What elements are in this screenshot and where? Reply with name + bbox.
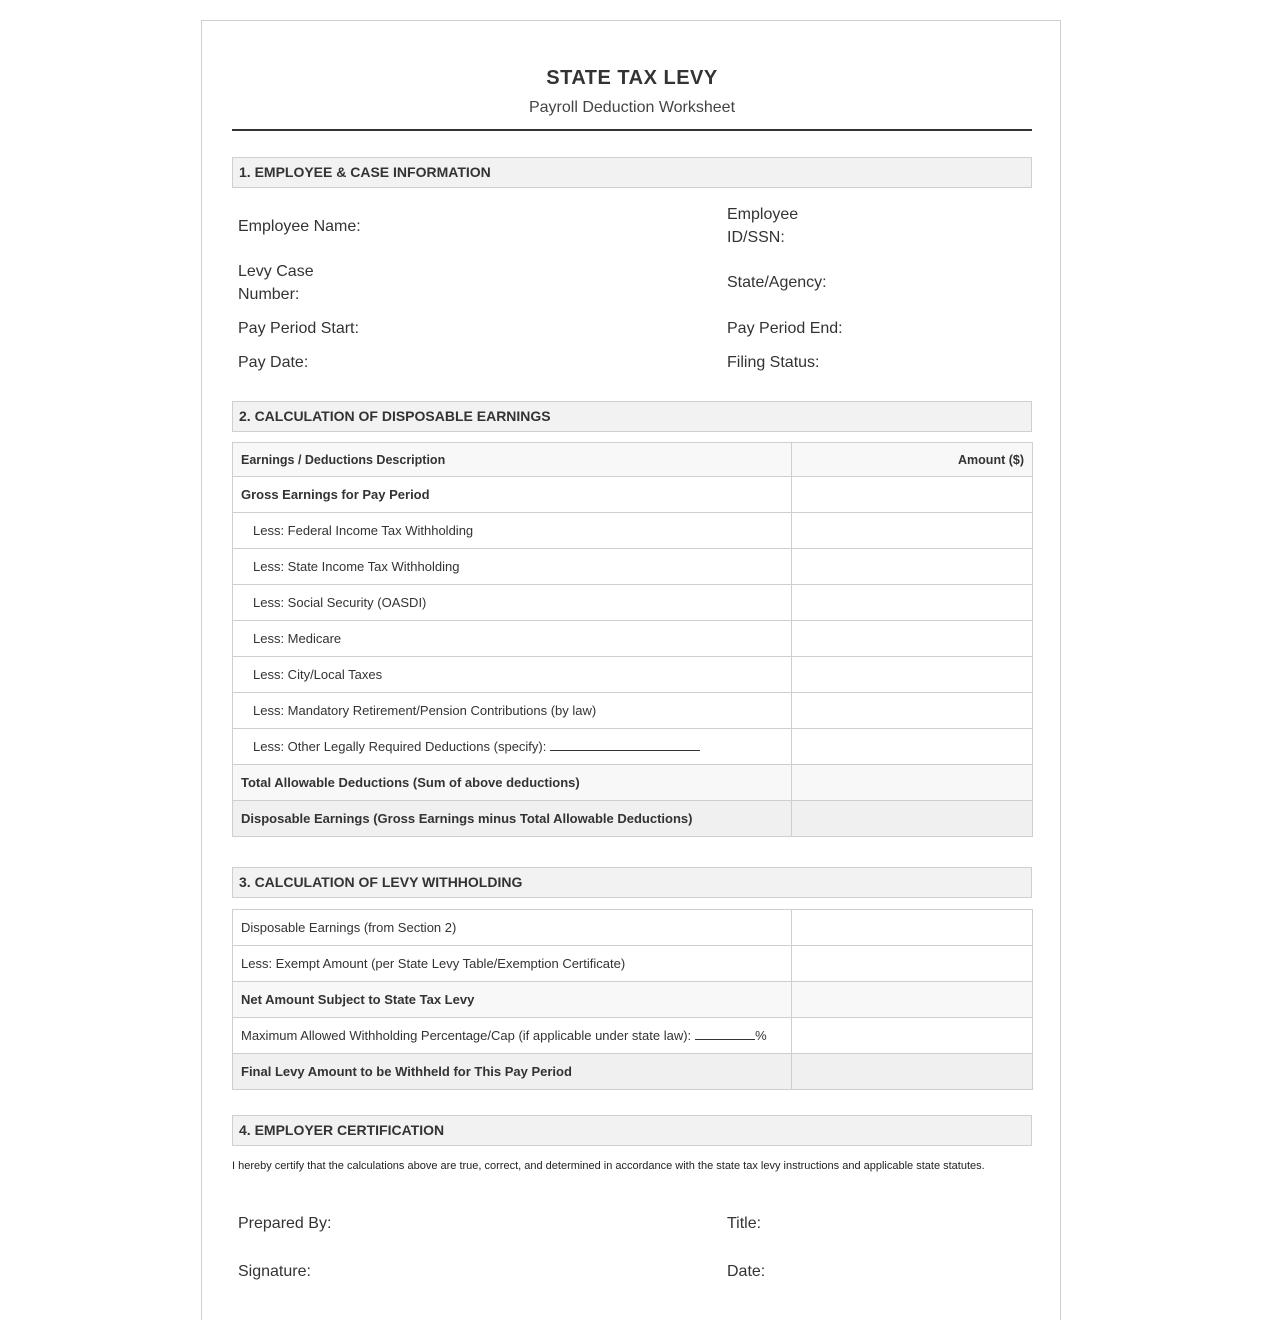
- document-subtitle: Payroll Deduction Worksheet: [528, 99, 736, 116]
- prepared-by-label: Prepared By:: [238, 1215, 332, 1232]
- amount-cell-disposable-from-section-2[interactable]: [792, 910, 1033, 946]
- section-4-heading: 4. EMPLOYER CERTIFICATION: [232, 1115, 1032, 1146]
- row-label-other-deductions: Less: Other Legally Required Deductions (specify):: [253, 739, 547, 754]
- employee-id-label: Employee ID/SSN:: [727, 206, 799, 246]
- table-row: [233, 621, 1033, 657]
- row-label-gross-earnings: Gross Earnings for Pay Period: [233, 477, 792, 513]
- table-row: [233, 946, 1033, 982]
- amount-cell-local-taxes[interactable]: [792, 657, 1033, 693]
- amount-cell-net-amount[interactable]: [792, 982, 1033, 1018]
- row-max-percentage: [233, 1018, 792, 1054]
- row-label-max-percentage: Maximum Allowed Withholding Percentage/Cap (if applicable under state law):: [241, 1028, 692, 1043]
- row-label-retirement: Less: Mandatory Retirement/Pension Contributions (by law): [233, 693, 792, 729]
- table-row: [233, 693, 1033, 729]
- date-label: Date:: [727, 1263, 766, 1280]
- amount-cell-total-deductions[interactable]: [792, 765, 1033, 801]
- table-row: [233, 513, 1033, 549]
- worksheet-page: [201, 20, 1061, 1320]
- amount-cell-social-security[interactable]: [792, 585, 1033, 621]
- amount-cell-retirement[interactable]: [792, 693, 1033, 729]
- table-row: [233, 801, 1033, 837]
- pay-period-start-label: Pay Period Start:: [238, 320, 359, 337]
- state-agency-label: State/Agency:: [727, 274, 827, 291]
- table-row: [233, 729, 1033, 765]
- table-row: [233, 982, 1033, 1018]
- row-label-net-amount: Net Amount Subject to State Tax Levy: [233, 982, 792, 1018]
- row-label-medicare: Less: Medicare: [233, 621, 792, 657]
- document-title: STATE TAX LEVY: [546, 67, 718, 89]
- row-label-final-levy: Final Levy Amount to be Withheld for This Pay Period: [233, 1054, 792, 1090]
- section-3-heading: 3. CALCULATION OF LEVY WITHHOLDING: [232, 867, 1032, 898]
- amount-cell-other-deductions[interactable]: [792, 729, 1033, 765]
- amount-cell-final-levy[interactable]: [792, 1054, 1033, 1090]
- employee-name-label: Employee Name:: [238, 218, 361, 235]
- amount-cell-gross-earnings[interactable]: [792, 477, 1033, 513]
- amount-cell-max-percentage[interactable]: [792, 1018, 1033, 1054]
- percentage-blank-line[interactable]: [695, 1028, 755, 1040]
- levy-case-number-label: Levy Case Number:: [238, 263, 314, 303]
- table-row: [233, 1018, 1033, 1054]
- amount-cell-medicare[interactable]: [792, 621, 1033, 657]
- table-row: [233, 585, 1033, 621]
- certification-statement: I hereby certify that the calculations above are true, correct, and determined in accordance with the state tax levy instructions and applicable state statutes.: [232, 1160, 985, 1172]
- title-divider: [232, 129, 1032, 131]
- section-2-heading: 2. CALCULATION OF DISPOSABLE EARNINGS: [232, 401, 1032, 432]
- filing-status-label: Filing Status:: [727, 354, 820, 371]
- column-header-description: Earnings / Deductions Description: [233, 443, 792, 477]
- row-other-deductions: [233, 729, 792, 765]
- pay-date-label: Pay Date:: [238, 354, 309, 371]
- row-label-exempt-amount: Less: Exempt Amount (per State Levy Table/Exemption Certificate): [233, 946, 792, 982]
- row-label-social-security: Less: Social Security (OASDI): [233, 585, 792, 621]
- row-label-disposable-earnings: Disposable Earnings (Gross Earnings minus Total Allowable Deductions): [233, 801, 792, 837]
- section-1-heading: 1. EMPLOYEE & CASE INFORMATION: [232, 157, 1032, 188]
- table-row: [233, 910, 1033, 946]
- amount-cell-exempt-amount[interactable]: [792, 946, 1033, 982]
- specify-blank-line[interactable]: [550, 739, 700, 751]
- levy-withholding-table: [232, 909, 1033, 1090]
- row-label-local-taxes: Less: City/Local Taxes: [233, 657, 792, 693]
- row-label-total-deductions: Total Allowable Deductions (Sum of above deductions): [233, 765, 792, 801]
- table-row: [233, 765, 1033, 801]
- disposable-earnings-table: [232, 442, 1033, 837]
- column-header-amount: Amount ($): [792, 443, 1033, 477]
- table-row: [233, 477, 1033, 513]
- amount-cell-federal-tax[interactable]: [792, 513, 1033, 549]
- signature-label: Signature:: [238, 1263, 311, 1280]
- amount-cell-disposable-earnings[interactable]: [792, 801, 1033, 837]
- table-row: [233, 549, 1033, 585]
- row-label-disposable-from-section-2: Disposable Earnings (from Section 2): [233, 910, 792, 946]
- percent-sign: %: [755, 1028, 767, 1043]
- amount-cell-state-tax[interactable]: [792, 549, 1033, 585]
- pay-period-end-label: Pay Period End:: [727, 320, 843, 337]
- table-row: [233, 1054, 1033, 1090]
- table-row: [233, 657, 1033, 693]
- row-label-state-tax: Less: State Income Tax Withholding: [233, 549, 792, 585]
- row-label-federal-tax: Less: Federal Income Tax Withholding: [233, 513, 792, 549]
- title-label: Title:: [727, 1215, 762, 1232]
